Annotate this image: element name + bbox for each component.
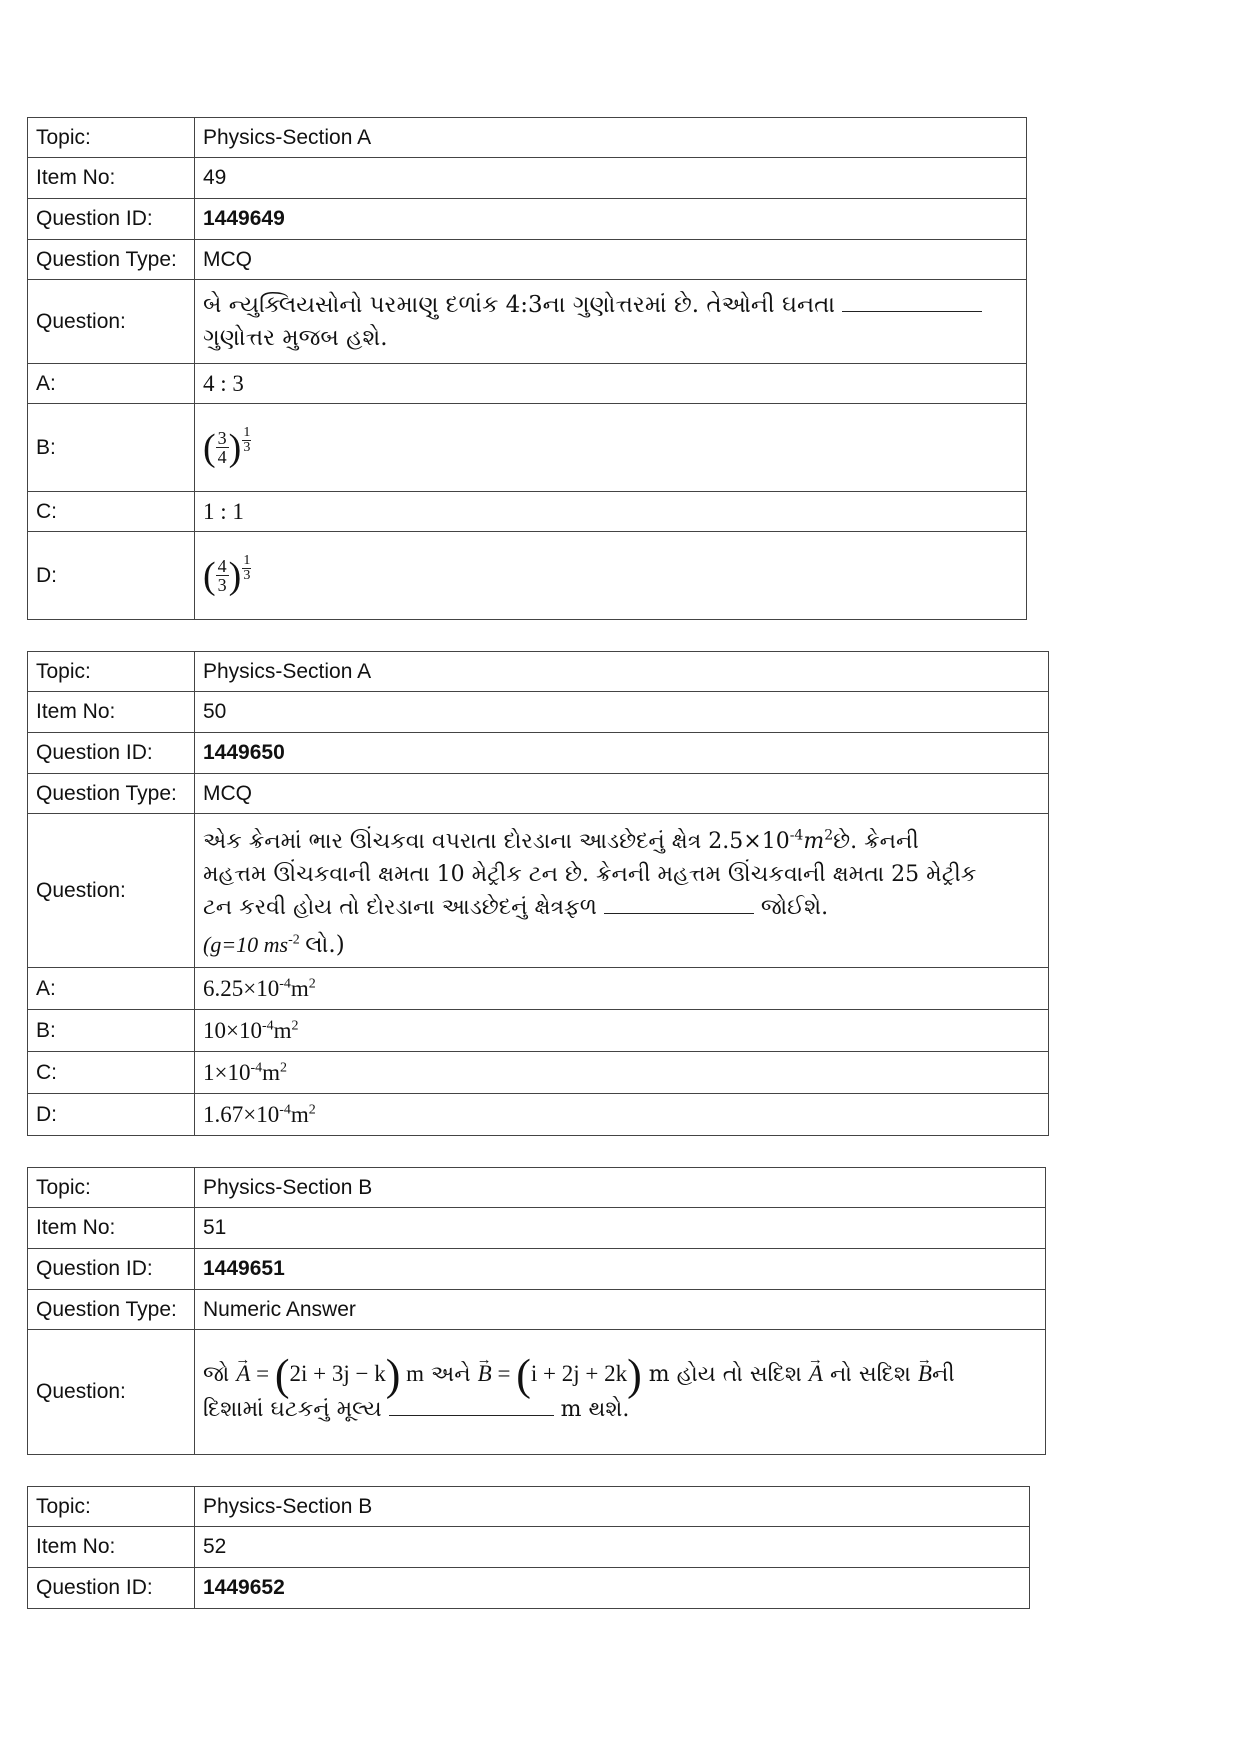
- question-type-value: Numeric Answer: [195, 1290, 1046, 1330]
- option-a-label: A:: [28, 364, 195, 404]
- question-line-2: ગુણોત્તર મુજબ હશે.: [203, 324, 388, 351]
- topic-label: Topic:: [28, 118, 195, 158]
- question-line-3: ટન કરવી હોય તો દોરડાના આડછેદનું ક્ષેત્રફળ જોઈશે.: [203, 894, 829, 920]
- vector-b: → B: [478, 1361, 492, 1386]
- question-type-label: Question Type:: [28, 1290, 195, 1330]
- vector-a-components: 2i + 3j − k: [289, 1361, 386, 1387]
- option-c-value: $1\times 10^{-4}m^2$: [195, 1052, 1049, 1094]
- topic-value: Physics-Section A: [195, 118, 1027, 158]
- frac-numerator: 4: [217, 556, 227, 576]
- question-id-value: 1449650: [195, 733, 1049, 774]
- question-label: Question:: [28, 814, 195, 968]
- item-no-label: Item No:: [28, 1208, 195, 1249]
- question-type-label: Question Type:: [28, 240, 195, 280]
- topic-label: Topic:: [28, 1168, 195, 1208]
- question-type-value: MCQ: [195, 774, 1049, 814]
- option-c-label: C:: [28, 1052, 195, 1094]
- frac-denominator: 4: [217, 447, 227, 467]
- question-table-52: [27, 1486, 1030, 1609]
- item-no-label: Item No:: [28, 158, 195, 199]
- topic-value: Physics-Section A: [195, 652, 1049, 692]
- question-id-value: 1449649: [195, 199, 1027, 240]
- topic-label: Topic:: [28, 1487, 195, 1527]
- question-line-1: બે ન્યુક્લિયસોનો પરમાણુ દળાંક 4:3ના ગુણોત્તરમાં છે. તેઓની ઘનતા: [203, 291, 835, 318]
- option-a-value: 4 : 3: [195, 364, 1027, 404]
- option-c-label: C:: [28, 492, 195, 532]
- topic-value: Physics-Section B: [195, 1168, 1046, 1208]
- question-id-label: Question ID:: [28, 733, 195, 774]
- option-d-label: D:: [28, 532, 195, 620]
- question-line-1: જો → A = (2i + 3j − k) m અને → B = (i + 2j + 2k) m હોય તો સદિશ → A નો સદિશ → Bની: [203, 1362, 955, 1387]
- question-id-value: 1449652: [195, 1568, 1030, 1609]
- option-b-value: ( $\frac{3}{4}$ ) $\frac{1}{3}$: [195, 404, 1027, 492]
- option-b-label: B:: [28, 404, 195, 492]
- exponent-denominator: 3: [243, 567, 251, 583]
- exponent-numerator: 1: [243, 424, 251, 440]
- question-text: [195, 280, 1027, 364]
- vector-a: → A: [236, 1361, 250, 1386]
- question-table-49: [27, 117, 1027, 620]
- option-a-value: $6.25\times 10^{-4}m^2$: [195, 968, 1049, 1010]
- vector-b-components: i + 2j + 2k: [530, 1361, 628, 1387]
- question-line-4: (g=10 $ms^{-2}$ લો.): [203, 931, 345, 958]
- topic-value: Physics-Section B: [195, 1487, 1030, 1527]
- question-id-label: Question ID:: [28, 1568, 195, 1609]
- option-d-value: $1.67\times 10^{-4}m^2$: [195, 1094, 1049, 1136]
- answer-blank: [389, 1395, 554, 1416]
- question-label: Question:: [28, 1330, 195, 1455]
- exponent-numerator: 1: [243, 552, 251, 568]
- question-table-50: [27, 651, 1049, 1136]
- topic-label: Topic:: [28, 652, 195, 692]
- question-id-label: Question ID:: [28, 199, 195, 240]
- question-id-value: 1449651: [195, 1249, 1046, 1290]
- answer-blank: [604, 893, 754, 914]
- option-d-label: D:: [28, 1094, 195, 1136]
- option-b-label: B:: [28, 1010, 195, 1052]
- question-type-value: MCQ: [195, 240, 1027, 280]
- question-text: [195, 814, 1049, 968]
- option-c-value: 1 : 1: [195, 492, 1027, 532]
- question-table-51: [27, 1167, 1046, 1455]
- option-b-value: $10\times 10^{-4}m^2$: [195, 1010, 1049, 1052]
- frac-numerator: 3: [217, 428, 227, 448]
- item-no-label: Item No:: [28, 692, 195, 733]
- frac-denominator: 3: [217, 575, 227, 595]
- exponent-denominator: 3: [243, 439, 251, 455]
- question-text: [195, 1330, 1046, 1455]
- option-d-value: ( $\frac{4}{3}$ ) $\frac{1}{3}$: [195, 532, 1027, 620]
- question-line-2: દિશામાં ઘટકનું મૂલ્ય m થશે.: [203, 1396, 630, 1422]
- item-no-label: Item No:: [28, 1527, 195, 1568]
- question-line-1: એક ક્રેનમાં ભાર ઊંચકવા વપરાતા દોરડાના આડછેદનું ક્ષેત્ર $2.5\times 10^{-4}m^2છે$. ક્રેનની: [203, 827, 919, 854]
- item-no-value: 49: [195, 158, 1027, 199]
- question-line-2: મહત્તમ ઊંચકવાની ક્ષમતા 10 મેટ્રીક ટન છે. ક્રેનની મહત્તમ ઊંચકવાની ક્ષમતા 25 મેટ્રીક: [203, 861, 977, 887]
- question-label: Question:: [28, 280, 195, 364]
- question-id-label: Question ID:: [28, 1249, 195, 1290]
- answer-blank: [842, 291, 982, 312]
- item-no-value: 52: [195, 1527, 1030, 1568]
- item-no-value: 51: [195, 1208, 1046, 1249]
- question-type-label: Question Type:: [28, 774, 195, 814]
- option-a-label: A:: [28, 968, 195, 1010]
- item-no-value: 50: [195, 692, 1049, 733]
